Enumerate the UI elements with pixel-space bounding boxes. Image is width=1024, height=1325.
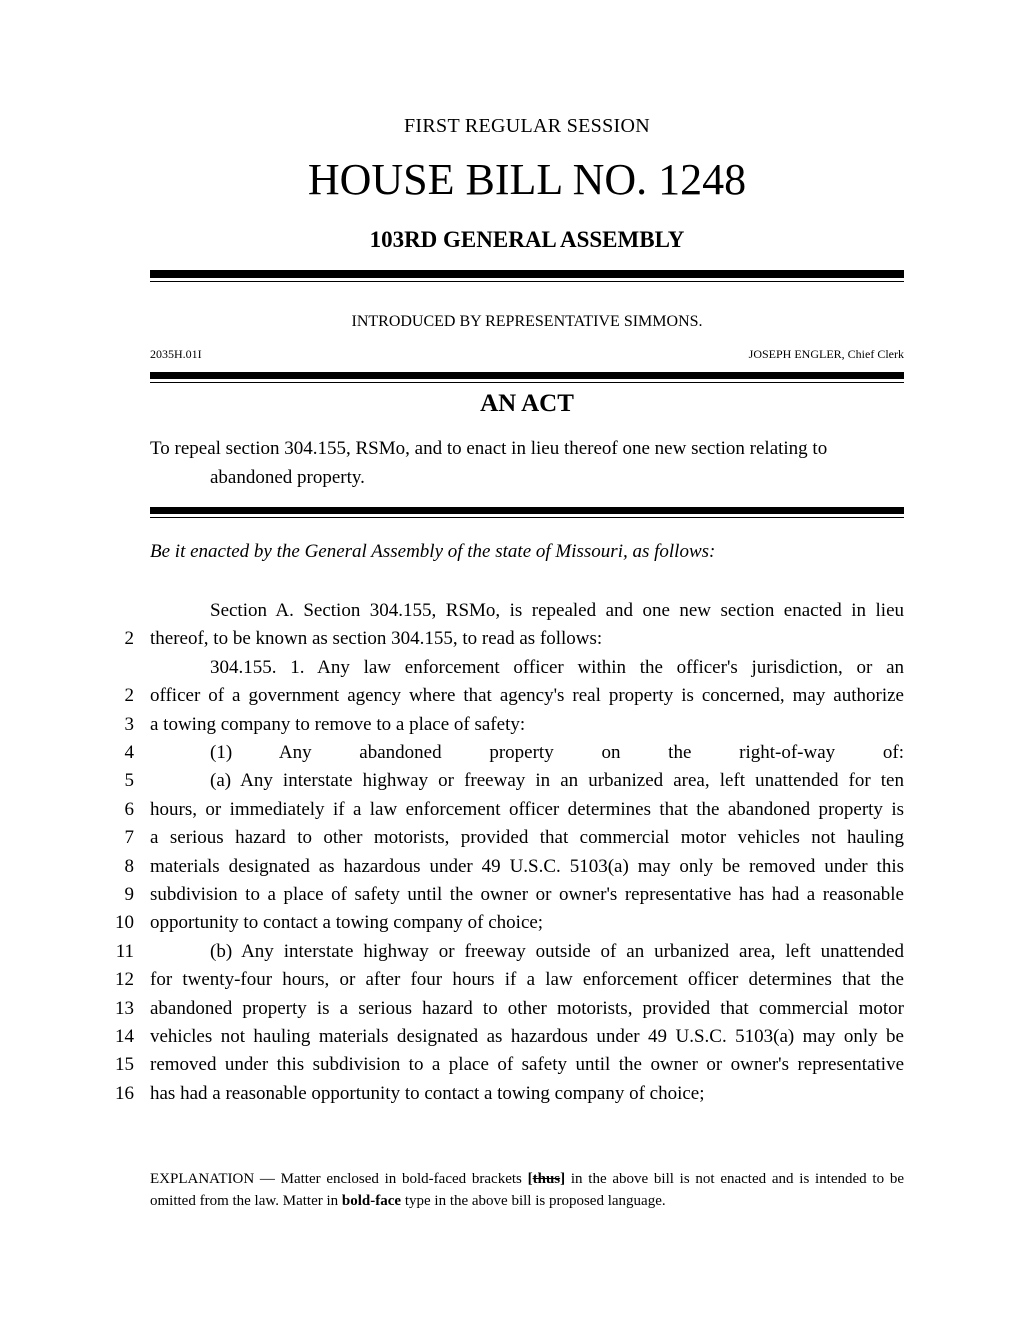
line-number: 4 xyxy=(124,742,134,763)
body-line: thereof, to be known as section 304.155, to read as follows: xyxy=(150,628,603,649)
line-number: 10 xyxy=(115,912,134,933)
purpose-line-2: abandoned property. xyxy=(210,467,365,488)
struck-example: thus xyxy=(532,1171,561,1187)
bill-code: 2035H.01I xyxy=(150,347,202,361)
body-line: Section A. Section 304.155, RSMo, is repealed and one new section enacted in lieu xyxy=(210,600,904,621)
body-line: opportunity to contact a towing company of choice; xyxy=(150,912,544,933)
purpose-rule-thick xyxy=(150,507,904,514)
assembly-label: 103RD GENERAL ASSEMBLY xyxy=(369,227,685,252)
act-purpose xyxy=(150,434,904,492)
body-line: (b) Any interstate highway or freeway outside of an urbanized area, left unattended xyxy=(210,941,904,962)
header-rule-thin xyxy=(150,281,904,282)
enacting-clause: Be it enacted by the General Assembly of the state of Missouri, as follows: xyxy=(150,541,716,562)
body-line: a towing company to remove to a place of safety: xyxy=(150,714,526,735)
line-number: 2 xyxy=(124,685,134,706)
line-number: 9 xyxy=(124,884,134,905)
line-number: 5 xyxy=(124,770,134,791)
line-number: 16 xyxy=(115,1083,134,1104)
body-line: has had a reasonable opportunity to contact a towing company of choice; xyxy=(150,1083,705,1104)
line-number: 15 xyxy=(115,1054,134,1075)
body-line: vehicles not hauling materials designated as hazardous under 49 U.S.C. 5103(a) may only be xyxy=(150,1026,904,1047)
act-heading: AN ACT xyxy=(480,390,574,417)
body-line: a serious hazard to other motorists, provided that commercial motor vehicles not hauling xyxy=(150,827,904,848)
introduced-by: INTRODUCED BY REPRESENTATIVE SIMMONS. xyxy=(351,313,703,330)
line-number: 8 xyxy=(124,856,134,877)
line-number: 12 xyxy=(115,969,134,990)
bold-face-example: bold-face xyxy=(341,1193,402,1209)
body-line: (a) Any interstate highway or freeway in an urbanized area, left unattended for ten xyxy=(210,770,904,791)
session-label: FIRST REGULAR SESSION xyxy=(404,115,650,137)
act-rule-thin xyxy=(150,382,904,383)
purpose-line-1: To repeal section 304.155, RSMo, and to enact in lieu thereof one new section relating to xyxy=(150,438,828,459)
body-line: subdivision to a place of safety until the owner or owner's representative has had a reasonable xyxy=(150,884,904,905)
header-rule-thick xyxy=(150,270,904,278)
bill-title: HOUSE BILL NO. 1248 xyxy=(307,155,747,204)
body-line: (1) Any abandoned property on the right-of-way of: xyxy=(210,742,904,763)
body-line: abandoned property is a serious hazard to other motorists, provided that commercial motor xyxy=(150,998,904,1019)
line-number: 3 xyxy=(124,714,134,735)
act-rule-thick xyxy=(150,372,904,379)
bracket-close: ] xyxy=(560,1171,566,1187)
line-number: 6 xyxy=(124,799,134,820)
body-line: 304.155. 1. Any law enforcement officer within the officer's jurisdiction, or an xyxy=(210,657,904,678)
chief-clerk: JOSEPH ENGLER, Chief Clerk xyxy=(748,347,904,361)
body-line: hours, or immediately if a law enforcement officer determines that the abandoned property is xyxy=(150,799,904,820)
explanation-part-3: type in the above bill is proposed language. xyxy=(401,1193,666,1209)
body-line: removed under this subdivision to a place of safety until the owner or owner's representative xyxy=(150,1054,904,1075)
line-number: 14 xyxy=(115,1026,134,1047)
explanation-part-2: in the above bill is not enacted and is intended to be omitted from the law. Matter in xyxy=(150,1171,905,1209)
body-line: materials designated as hazardous under 49 U.S.C. 5103(a) may only be removed under this xyxy=(150,856,904,877)
explanation-part-1: EXPLANATION — Matter enclosed in bold-faced brackets xyxy=(150,1171,528,1187)
purpose-rule-thin xyxy=(150,517,904,518)
body-line: for twenty-four hours, or after four hours if a law enforcement officer determines that the xyxy=(150,969,904,990)
line-number: 11 xyxy=(115,941,134,962)
explanation-note xyxy=(150,1168,904,1212)
line-number: 2 xyxy=(124,628,134,649)
bracket-open: [ xyxy=(527,1171,533,1187)
line-number: 13 xyxy=(115,998,134,1019)
body-line: officer of a government agency where that agency's real property is concerned, may authorize xyxy=(150,685,904,706)
line-number: 7 xyxy=(124,827,134,848)
